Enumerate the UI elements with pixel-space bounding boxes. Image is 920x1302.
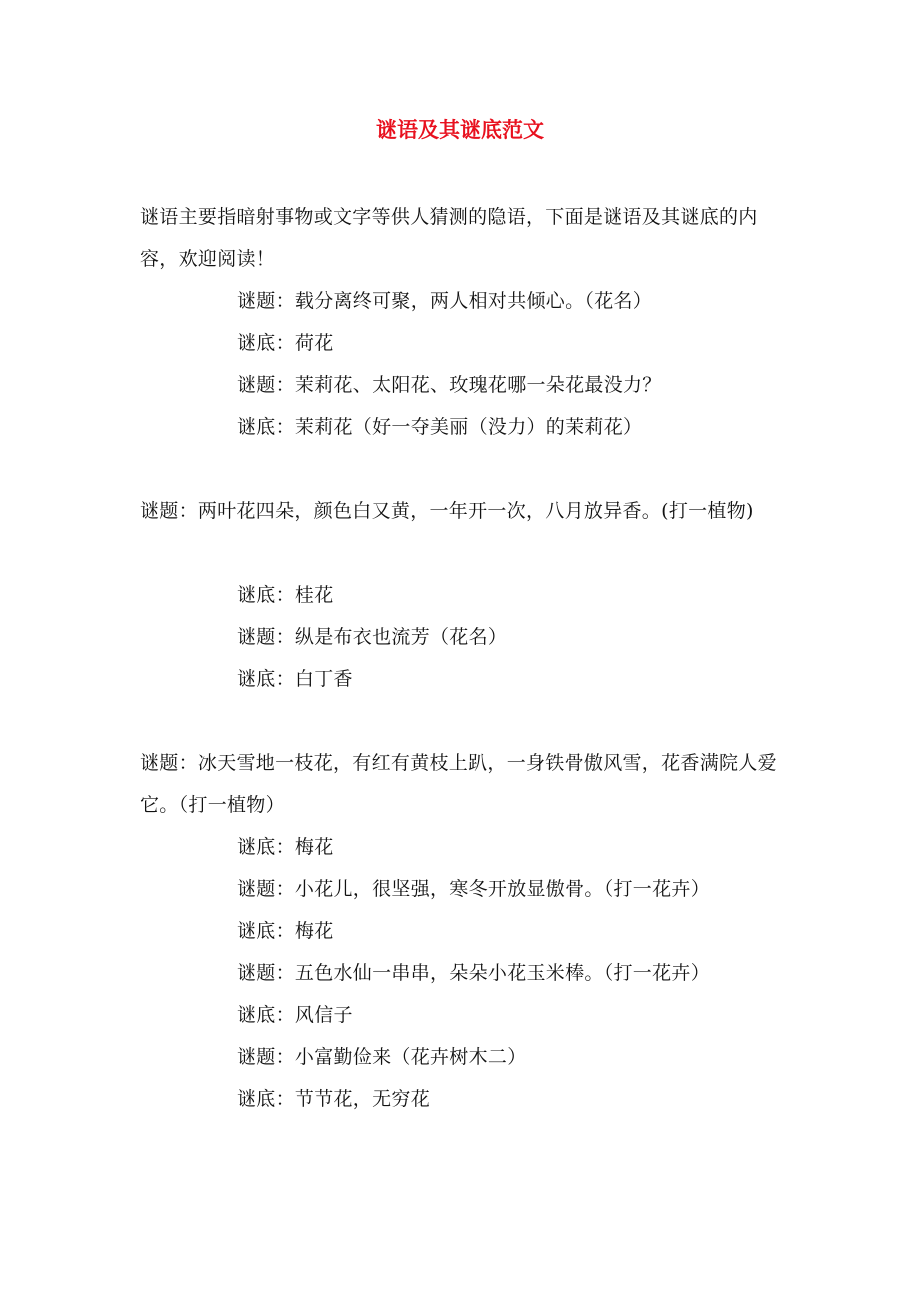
riddle-line: 谜题：纵是布衣也流芳（花名）: [237, 626, 508, 648]
riddle-line: 谜题：茉莉花、太阳花、玫瑰花哪一朵花最没力？: [237, 374, 662, 396]
riddle-line: 谜题：载分离终可聚，两人相对共倾心。（花名）: [237, 290, 653, 312]
answer-line: 谜底：节节花，无穷花: [237, 1088, 431, 1110]
intro-paragraph: 谜语主要指暗射事物或文字等供人猜测的隐语，下面是谜语及其谜底的内容，欢迎阅读！: [140, 206, 758, 270]
riddle-paragraph: 谜题：两叶花四朵，颜色白又黄，一年开一次，八月放异香。(打一植物): [140, 500, 754, 522]
answer-line: 谜底：梅花: [237, 836, 334, 858]
document-title: 谜语及其谜底范文: [376, 117, 544, 142]
riddle-line: 谜题：小富勤俭来（花卉树木二）: [237, 1046, 527, 1068]
riddle-line: 谜题：小花儿，很坚强，寒冬开放显傲骨。（打一花卉）: [237, 878, 711, 900]
answer-line: 谜底：荷花: [237, 332, 334, 354]
answer-line: 谜底：茉莉花（好一夺美丽（没力）的茉莉花）: [237, 416, 643, 438]
answer-line: 谜底：桂花: [237, 584, 334, 606]
answer-line: 谜底：白丁香: [237, 668, 353, 690]
riddle-line: 谜题：五色水仙一串串，朵朵小花玉米棒。（打一花卉）: [237, 962, 711, 984]
answer-line: 谜底：风信子: [237, 1004, 353, 1026]
riddle-paragraph: 谜题：冰天雪地一枝花，有红有黄枝上趴，一身铁骨傲风雪，花香满院人爱它。（打一植物）: [140, 752, 777, 816]
answer-line: 谜底：梅花: [237, 920, 334, 942]
